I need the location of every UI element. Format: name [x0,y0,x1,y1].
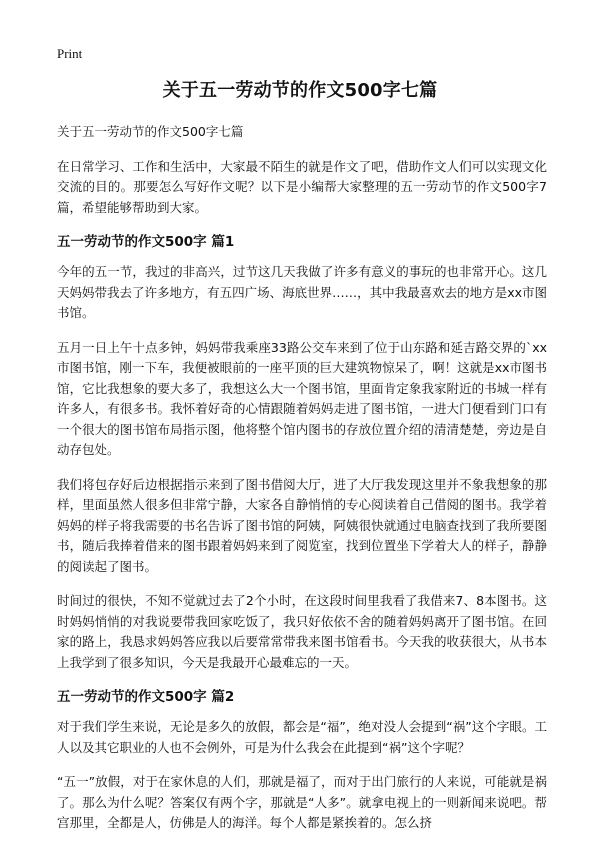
paragraph: 今年的五一节，我过的非高兴，过节这几天我做了许多有意义的事玩的也非常开心。这几天妈妈带我去了许多地方，有五四广场、海底世界……，其中我最喜欢去的地方是xx市图书馆。 [57,264,547,320]
section-heading-2: 五一劳动节的作文500字 篇2 [57,689,235,705]
paragraph: 对于我们学生来说，无论是多久的放假，都会是“福”，绝对没人会提到“祸”这个字眼。工人以及其它职业的人也不会例外，可是为什么我会在此提到“祸”这个字呢？ [57,719,547,755]
page-title: 关于五一劳动节的作文500字七篇 [162,80,438,101]
intro-paragraph: 在日常学习、工作和生活中，大家最不陌生的就是作文了吧，借助作文人们可以实现文化交流的目的。那要怎么写好作文呢？以下是小编帮大家整理的五一劳动节的作文500字7篇，希望能够帮助到大家。 [57,158,547,215]
paragraph: “五一”放假，对于在家休息的人们，那就是福了，而对于出门旅行的人来说，可能就是祸了。那么为什么呢？答案仅有两个字，那就是“人多”。就拿电视上的一则新闻来说吧。帮宫那里，全都是人，仿佛是人的海洋。每个人都是紧挨着的。怎么挤 [57,774,547,830]
print-link[interactable]: Print [57,46,83,61]
section-heading-1: 五一劳动节的作文500字 篇1 [57,234,235,250]
paragraph: 五月一日上午十点多钟，妈妈带我乘座33路公交车来到了位于山东路和延吉路交界的`xx市图书馆，刚一下车，我便被眼前的一座平顶的巨大建筑物惊呆了，啊！这就是xx市图书馆，它比我想象的要大多了，我想这么大一个图书馆，里面肯定象我家附近的书城一样有许多人，有很多书。我怀着好奇的心情跟随着妈妈走进了图书馆，一进大门便看到门口有一个很大的图书馆布局指示图，他将整个馆内图书的存放位置介绍的清清楚楚，旁边是自动存包处。 [57,339,547,457]
paragraph: 时间过的很快，不知不觉就过去了2个小时，在这段时间里我看了我借来7、8本图书。这时妈妈悄悄的对我说要带我回家吃饭了，我只好依依不舍的随着妈妈离开了图书馆。在回家的路上，我恳求妈妈答应我以后要常常带我来图书馆看书。今天我的收获很大，从书本上我学到了很多知识，今天是我最开心最难忘的一天。 [57,593,547,670]
article-body [57,122,547,848]
article-subtitle: 关于五一劳动节的作文500字七篇 [57,124,244,139]
paragraph: 我们将包存好后边根据指示来到了图书借阅大厅，进了大厅我发现这里并不象我想象的那样，里面虽然人很多但非常宁静，大家各自静悄悄的专心阅读着自己借阅的图书。我学着妈妈的样子将我需要的书名告诉了图书馆的阿姨，阿姨很快就通过电脑查找到了我所要图书，随后我捧着借来的图书跟着妈妈来到了阅览室，找到位置坐下学着大人的样子，静静的阅读起了图书。 [57,476,547,574]
